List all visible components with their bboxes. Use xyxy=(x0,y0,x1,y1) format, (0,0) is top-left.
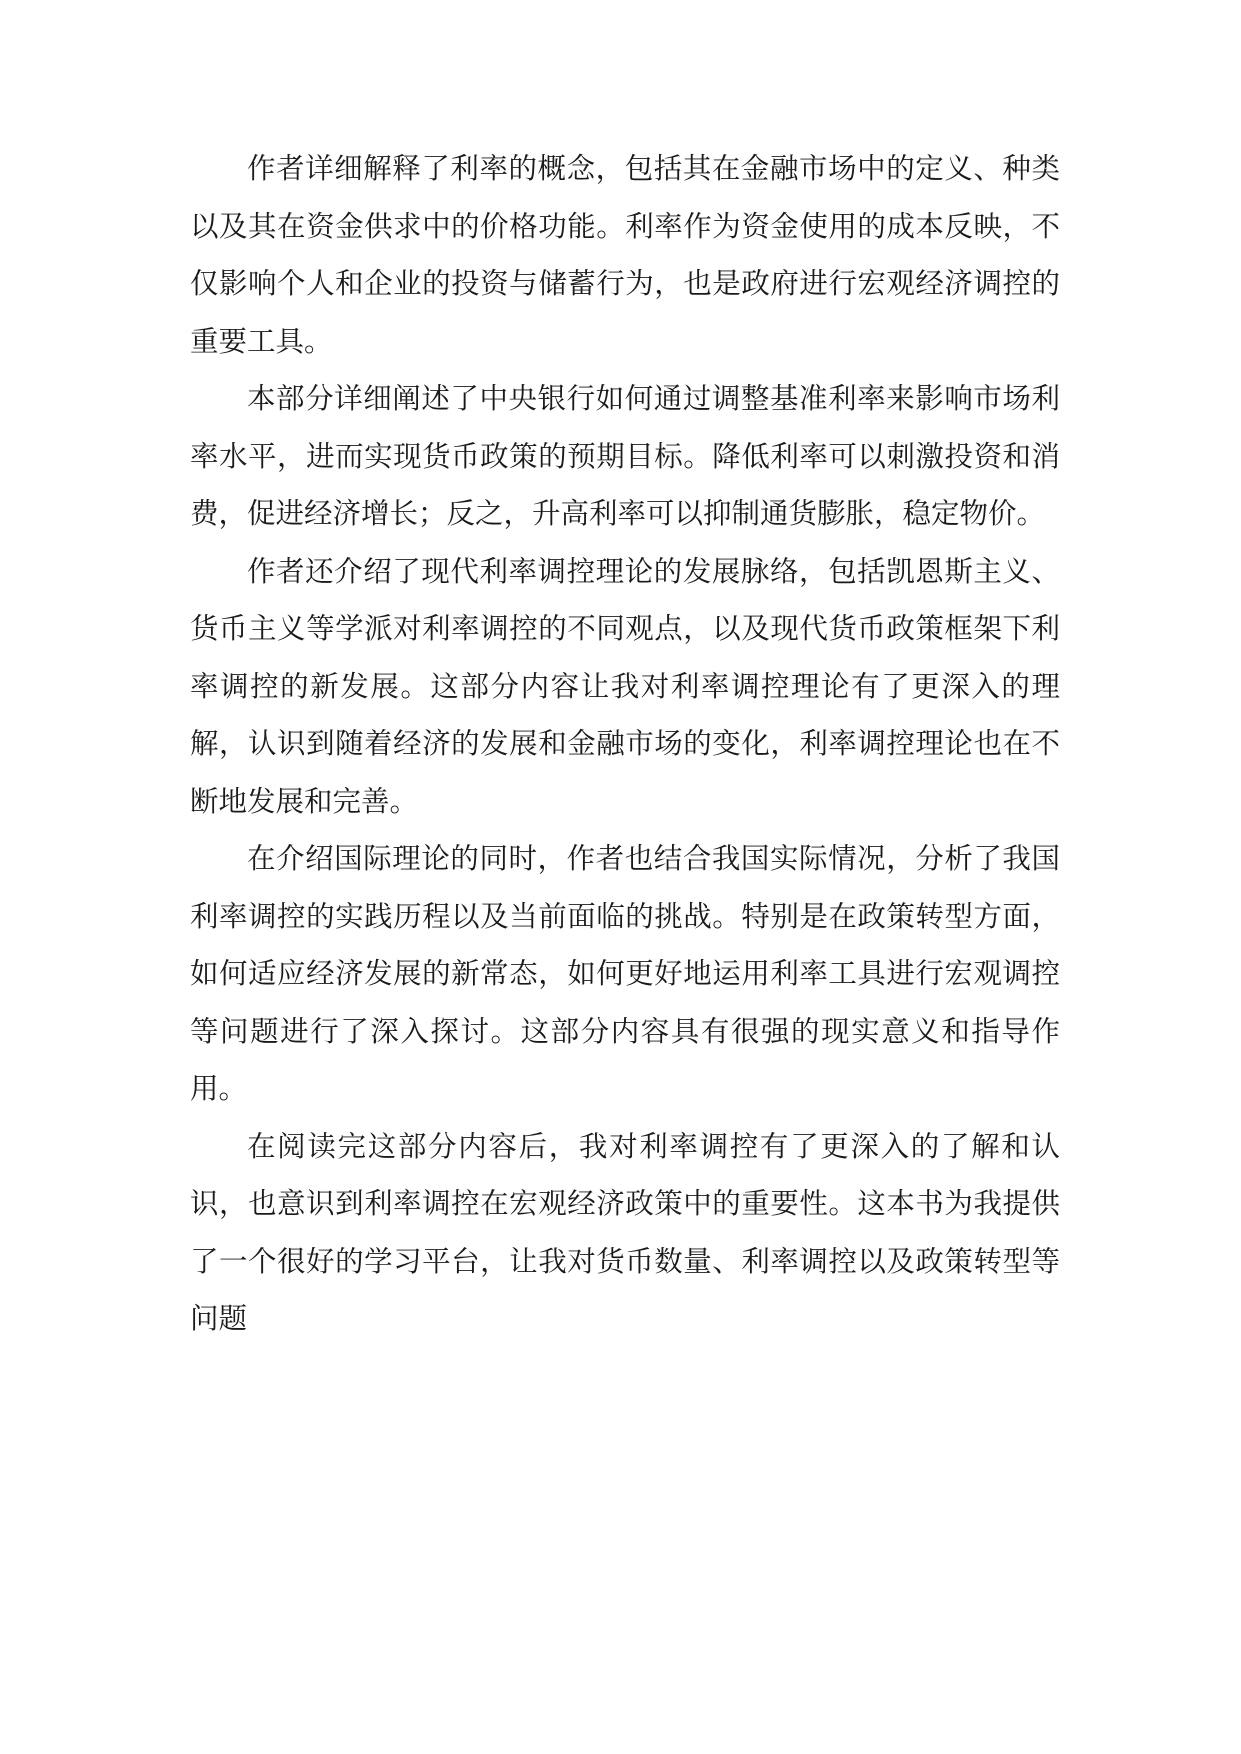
paragraph-5: 在阅读完这部分内容后，我对利率调控有了更深入的了解和认识，也意识到利率调控在宏观经济政策中的重要性。这本书为我提供了一个很好的学习平台，让我对货币数量、利率调控以及政策转型等问题 xyxy=(190,1129,1060,1335)
paragraph-4: 在介绍国际理论的同时，作者也结合我国实际情况，分析了我国利率调控的实践历程以及当前面临的挑战。特别是在政策转型方面，如何适应经济发展的新常态，如何更好地运用利率工具进行宏观调控等问题进行了深入探讨。这部分内容具有很强的现实意义和指导作用。 xyxy=(190,842,1060,1105)
body-text xyxy=(190,140,1060,1348)
paragraph-2: 本部分详细阐述了中央银行如何通过调整基准利率来影响市场利率水平，进而实现货币政策的预期目标。降低利率可以刺激投资和消费，促进经济增长；反之，升高利率可以抑制通货膨胀，稳定物价。 xyxy=(190,382,1060,530)
paragraph-1: 作者详细解释了利率的概念，包括其在金融市场中的定义、种类以及其在资金供求中的价格功能。利率作为资金使用的成本反映，不仅影响个人和企业的投资与储蓄行为，也是政府进行宏观经济调控的重要工具。 xyxy=(190,152,1060,358)
paragraph-3: 作者还介绍了现代利率调控理论的发展脉络，包括凯恩斯主义、货币主义等学派对利率调控的不同观点，以及现代货币政策框架下利率调控的新发展。这部分内容让我对利率调控理论有了更深入的理解，认识到随着经济的发展和金融市场的变化，利率调控理论也在不断地发展和完善。 xyxy=(190,554,1060,818)
